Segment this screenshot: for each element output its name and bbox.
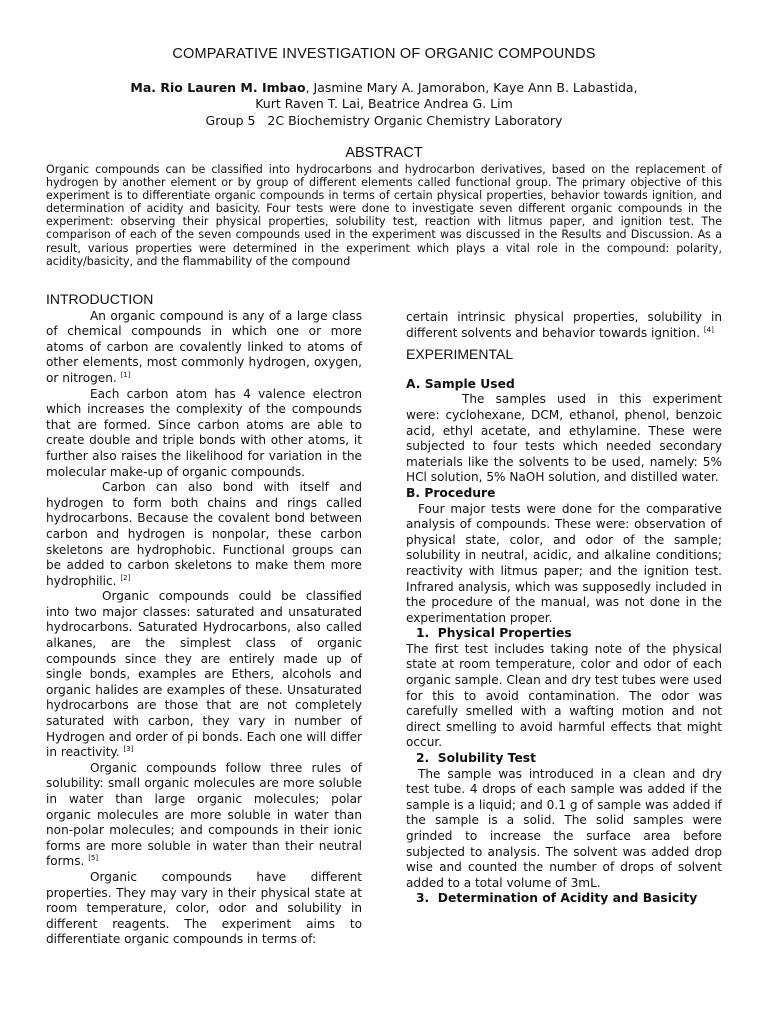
sample-used-text: The samples used in this experiment were: cyclohexane, DCM, ethanol, phenol, benzoic acid, ethyl acetate, and ethylamine. These were subjected to four tests which needed secondary materials like the solvents to be used, namely: 5% HCl solution, 5% NaOH solution, and distilled water.	[406, 392, 722, 485]
intro-paragraph-6-continued: certain intrinsic physical properties, solubility in different solvents and behavior towards ignition. [4]	[406, 310, 722, 340]
lead-author: Ma. Rio Lauren M. Imbao	[130, 80, 306, 95]
intro-paragraph-5: Organic compounds follow three rules of solubility: small organic molecules are more soluble in water than large organic molecules; polar organic molecules are more soluble in water than non-polar molecules; and compounds in their ionic forms are more soluble in water than their neutral forms. [5]	[46, 760, 362, 869]
procedure-text: Four major tests were done for the comparative analysis of compounds. These were: observation of physical state, color, and odor of the sample; solubility in neutral, acidic, and alkaline conditions; reactivity with litmus paper; and the ignition test. Infrared analysis, which was supposedly included in the procedure of the manual, was not done in the experimentation proper.	[406, 501, 722, 625]
intro-paragraph-6: Organic compounds have different properties. They may vary in their physical state at room temperature, color, odor and solubility in different reagents. The experiment aims to differentiate organic compounds in terms of:	[46, 869, 362, 947]
coauthors-line-1: , Jasmine Mary A. Jamorabon, Kaye Ann B. Labastida,	[305, 80, 638, 95]
introduction-heading: INTRODUCTION	[46, 291, 154, 307]
experimental-heading: EXPERIMENTAL	[406, 346, 514, 363]
intro-paragraph-3: Carbon can also bond with itself and hydrogen to form both chains and rings called hydrocarbons. Because the covalent bond between carbon and hydrogen is nonpolar, these carbon skeletons are hydrophobic. Functional groups can be added to carbon skeletons to make them more hydrophilic. [2]	[46, 480, 362, 588]
intro-paragraph-2: Each carbon atom has 4 valence electron which increases the complexity of the compounds that are formed. Since carbon atoms are able to create double and triple bonds with other atoms, it further also raises the likelihood for variation in the molecular make-up of organic compounds.	[46, 386, 362, 479]
citation-4: [4]	[703, 325, 714, 334]
sample-used-heading: A. Sample Used	[406, 376, 515, 391]
group-affiliation: Group 5 2C Biochemistry Organic Chemistry Laboratory	[205, 113, 563, 128]
citation-3: [3]	[123, 745, 134, 754]
coauthors-line-2: Kurt Raven T. Lai, Beatrice Andrea G. Lim	[255, 96, 513, 111]
intro-paragraph-4: Organic compounds could be classified into two major classes: saturated and unsaturated hydrocarbons. Saturated Hydrocarbons, also called alkanes, are the simplest class of organic compounds since they are entirely made up of single bonds, examples are Ethers, alcohols and organic halides are examples of these. Unsaturated hydrocarbons are those that are not completely saturated with carbon, they vary in number of Hydrogen and order of pi bonds. Each one will differ in reactivity. [3]	[46, 589, 362, 760]
physical-properties-heading: 1. Physical Properties	[416, 626, 572, 641]
physical-properties-text: The first test includes taking note of the physical state at room temperature, color and odor of each organic sample. Clean and dry test tubes were used for this to avoid contamination. The odor was carefully smelled with a wafting motion and not direct smelling to avoid harmful effects that might occur.	[406, 641, 722, 750]
citation-2: [2]	[120, 573, 131, 582]
intro-paragraph-1: An organic compound is any of a large class of chemical compounds in which one or more atoms of carbon are covalently linked to atoms of other elements, most commonly hydrogen, oxygen, or nitrogen. [1]	[46, 308, 362, 385]
paper-title: COMPARATIVE INVESTIGATION OF ORGANIC COMPOUNDS	[172, 46, 596, 62]
abstract-text: Organic compounds can be classified into hydrocarbons and hydrocarbon derivatives, based on the replacement of hydrogen by another element or by group of different elements called functional group. The primary objective of this experiment is to differentiate organic compounds in terms of certain physical properties, behavior towards ignition, and determination of acidity and basicity. Four tests were done to investigate seven different organic compounds in the experiment: observing their physical properties, solubility test, reaction with litmus paper, and ignition test. The comparison of each of the seven compounds used in the experiment was discussed in the Results and Discussion. As a result, various properties were determined in the experiment which plays a vital role in the compound: polarity, acidity/basicity, and the flammability of the compound	[46, 163, 722, 268]
left-column	[46, 292, 362, 948]
solubility-test-heading: 2. Solubility Test	[416, 751, 536, 766]
procedure-heading: B. Procedure	[406, 485, 496, 500]
author-list	[0, 80, 768, 112]
right-column	[406, 310, 722, 907]
abstract-heading: ABSTRACT	[345, 145, 423, 161]
citation-1: [1]	[120, 370, 131, 379]
acidity-basicity-heading: 3. Determination of Acidity and Basicity	[416, 891, 698, 906]
solubility-test-text: The sample was introduced in a clean and dry test tube. 4 drops of each sample was added if the sample is a liquid; and 0.1 g of sample was added if the sample is a solid. The solid samples were grinded to increase the surface area before subjected to analysis. The solvent was added drop wise and counted the number of drops of solvent added to a total volume of 3mL.	[406, 766, 722, 890]
citation-5: [5]	[88, 854, 99, 863]
